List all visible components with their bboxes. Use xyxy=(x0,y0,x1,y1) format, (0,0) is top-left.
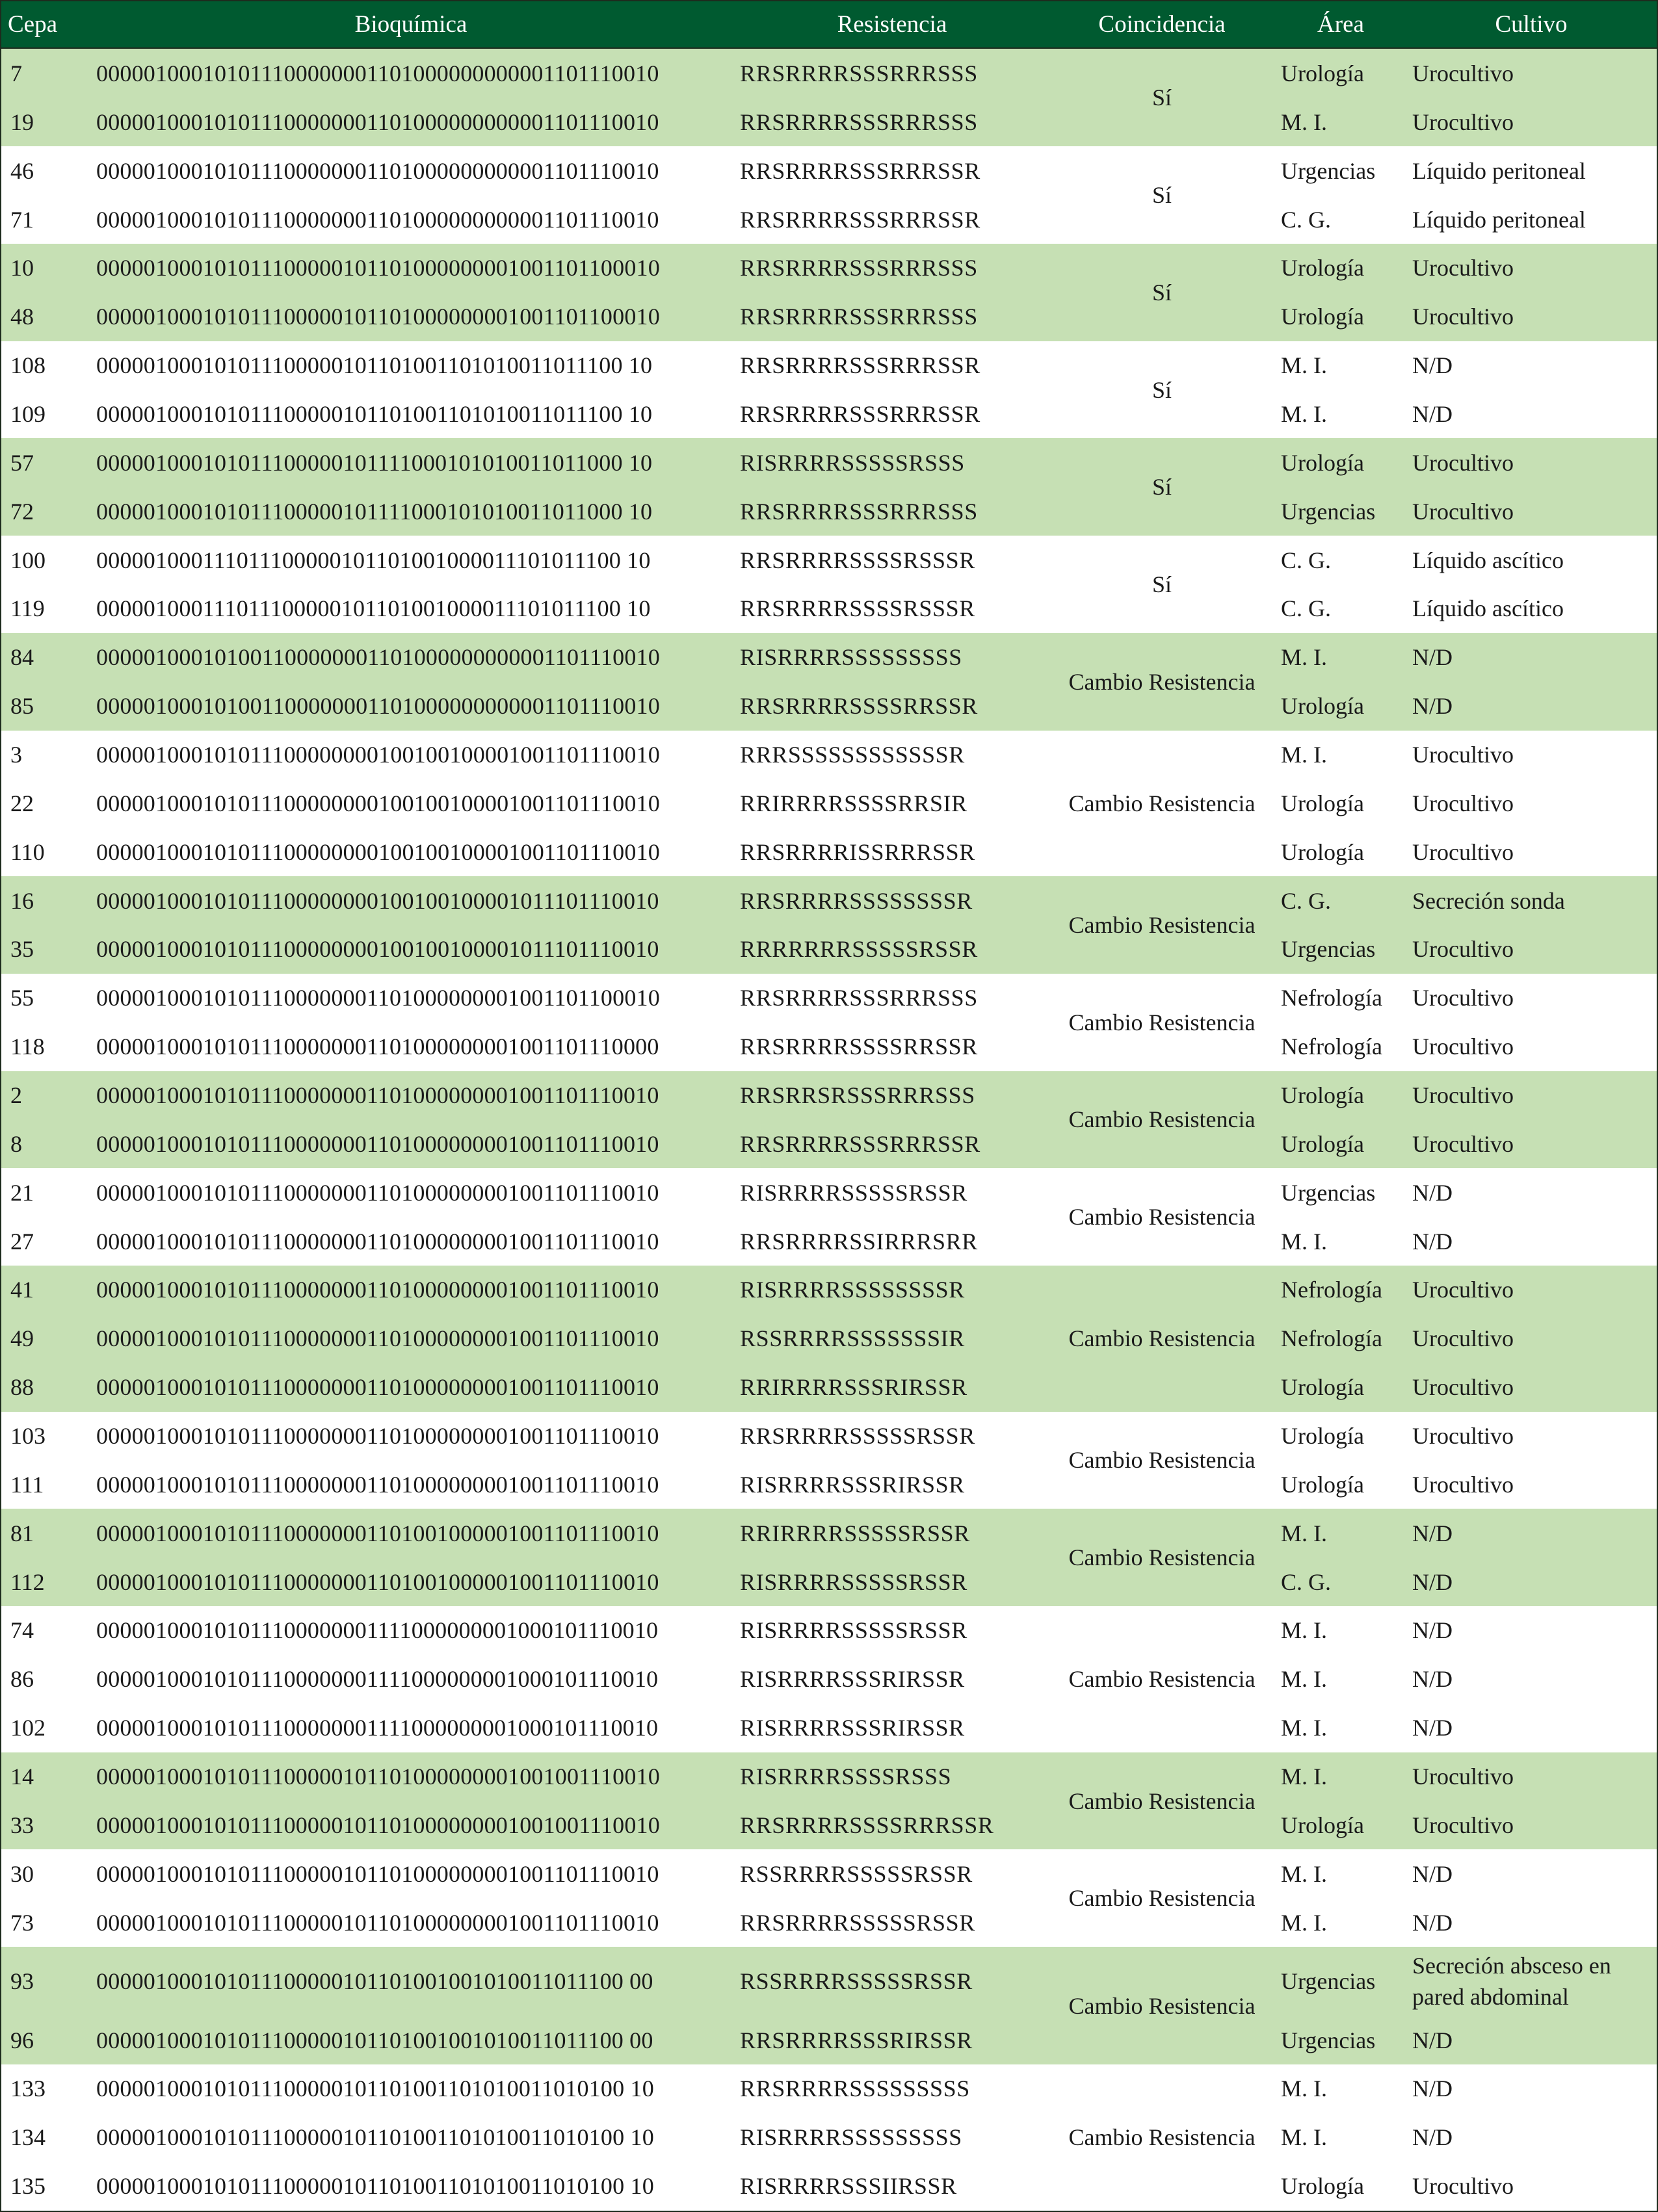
cell-bioquimica: 000001000101011100000101101000000001001101110010 xyxy=(86,1849,736,1898)
cell-cepa: 81 xyxy=(1,1509,86,1557)
table-row xyxy=(1,1119,1657,1168)
cell-area: C. G. xyxy=(1276,536,1406,584)
cell-cultivo: Líquido ascítico xyxy=(1406,584,1657,633)
table-row xyxy=(1,195,1657,244)
table-row xyxy=(1,244,1657,293)
cell-bioquimica: 000001000101011100000001101000000001001101110010 xyxy=(86,1460,736,1509)
cell-cepa: 27 xyxy=(1,1217,86,1266)
cell-area: Urología xyxy=(1276,244,1406,293)
cell-bioquimica: 000001000101011100000000100100100001011101110010 xyxy=(86,876,736,925)
cell-cepa: 133 xyxy=(1,2064,86,2113)
cell-resistencia: RRSRRRRISSRRRSSR xyxy=(736,827,1048,876)
cell-cultivo: N/D xyxy=(1406,1217,1657,1266)
cell-resistencia: RISRRRRSSSSSRSSR xyxy=(736,1557,1048,1606)
cell-bioquimica: 000001000101011100000001101000000000001101110010 xyxy=(86,98,736,146)
cell-cepa: 72 xyxy=(1,487,86,536)
cell-area: M. I. xyxy=(1276,633,1406,682)
table-row xyxy=(1,487,1657,536)
cell-coincidencia: Cambio Resistencia xyxy=(1048,1412,1276,1509)
cell-cepa: 108 xyxy=(1,341,86,390)
cell-coincidencia: Sí xyxy=(1048,341,1276,439)
cell-bioquimica: 000001000101011100000101101000000001001001110010 xyxy=(86,1801,736,1850)
cell-resistencia: RRSRRRRSSSRRRSSR xyxy=(736,195,1048,244)
cell-cultivo: Urocultivo xyxy=(1406,1314,1657,1363)
cell-coincidencia: Cambio Resistencia xyxy=(1048,1509,1276,1606)
table-row xyxy=(1,390,1657,439)
cell-bioquimica: 000001000101011100000101101001101010011010100 10 xyxy=(86,2064,736,2113)
cell-cultivo: Líquido peritoneal xyxy=(1406,146,1657,195)
cell-coincidencia: Cambio Resistencia xyxy=(1048,876,1276,974)
cell-bioquimica: 000001000101001100000001101000000000001101110010 xyxy=(86,682,736,731)
table-row xyxy=(1,925,1657,974)
cell-bioquimica: 000001000101011100000001101000000001001101110000 xyxy=(86,1022,736,1071)
cell-cultivo: N/D xyxy=(1406,1849,1657,1898)
cell-cepa: 71 xyxy=(1,195,86,244)
cell-resistencia: RISRRRRSSSSSRSSR xyxy=(736,1606,1048,1655)
cell-coincidencia: Cambio Resistencia xyxy=(1048,1266,1276,1412)
cell-cultivo: Urocultivo xyxy=(1406,48,1657,98)
cell-bioquimica: 000001000101011100000001101000000000001101110010 xyxy=(86,195,736,244)
cell-area: M. I. xyxy=(1276,1849,1406,1898)
cell-cepa: 48 xyxy=(1,293,86,341)
table-row xyxy=(1,1509,1657,1557)
header-coincidencia: Coincidencia xyxy=(1048,1,1276,48)
cell-resistencia: RRRRRRRSSSSSRSSR xyxy=(736,925,1048,974)
cell-resistencia: RRSRRRRSSSSSRSSR xyxy=(736,1412,1048,1461)
cell-area: Urología xyxy=(1276,293,1406,341)
table-row xyxy=(1,974,1657,1022)
table-row xyxy=(1,293,1657,341)
cell-cepa: 22 xyxy=(1,779,86,827)
cell-bioquimica: 000001000101011100000101101000000001001101100010 xyxy=(86,293,736,341)
cell-cepa: 30 xyxy=(1,1849,86,1898)
cell-resistencia: RRIRRRRSSSRIRSSR xyxy=(736,1363,1048,1412)
cell-cepa: 35 xyxy=(1,925,86,974)
cell-area: C. G. xyxy=(1276,876,1406,925)
cell-area: Urgencias xyxy=(1276,487,1406,536)
cell-cultivo: N/D xyxy=(1406,1509,1657,1557)
cell-cepa: 134 xyxy=(1,2113,86,2162)
cell-cultivo: Urocultivo xyxy=(1406,98,1657,146)
cell-cepa: 93 xyxy=(1,1947,86,2016)
cell-cultivo: Urocultivo xyxy=(1406,1071,1657,1120)
cell-resistencia: RRSRRSRSSSRRRSSS xyxy=(736,1071,1048,1120)
cell-cepa: 88 xyxy=(1,1363,86,1412)
table-row xyxy=(1,146,1657,195)
cell-cultivo: N/D xyxy=(1406,1606,1657,1655)
table-row xyxy=(1,1606,1657,1655)
cell-resistencia: RISRRRRSSSIIRSSR xyxy=(736,2162,1048,2211)
cell-area: Urgencias xyxy=(1276,1947,1406,2016)
cell-cultivo: N/D xyxy=(1406,2113,1657,2162)
cell-cultivo: N/D xyxy=(1406,2016,1657,2064)
cell-cultivo: Urocultivo xyxy=(1406,1119,1657,1168)
cell-bioquimica: 000001000101011100000001101000000000001101110010 xyxy=(86,146,736,195)
cell-resistencia: RRSRRRRSSSRRRSSS xyxy=(736,974,1048,1022)
header-resistencia: Resistencia xyxy=(736,1,1048,48)
cell-area: M. I. xyxy=(1276,1655,1406,1704)
cell-coincidencia: Cambio Resistencia xyxy=(1048,731,1276,877)
cell-resistencia: RISRRRRSSSSSRSSS xyxy=(736,438,1048,487)
cell-bioquimica: 000001000111011100000101101001000011101011100 10 xyxy=(86,536,736,584)
table-row xyxy=(1,1168,1657,1217)
cell-cepa: 100 xyxy=(1,536,86,584)
cell-cepa: 84 xyxy=(1,633,86,682)
cell-cepa: 33 xyxy=(1,1801,86,1850)
cell-area: C. G. xyxy=(1276,584,1406,633)
cell-cultivo: Urocultivo xyxy=(1406,1363,1657,1412)
cell-cepa: 41 xyxy=(1,1266,86,1314)
cell-bioquimica: 000001000101011100000001101000000000001101110010 xyxy=(86,48,736,98)
cell-resistencia: RISRRRRSSSRIRSSR xyxy=(736,1460,1048,1509)
table-row xyxy=(1,1022,1657,1071)
cell-coincidencia: Sí xyxy=(1048,536,1276,633)
cell-bioquimica: 000001000101011100000000100100100001001101110010 xyxy=(86,827,736,876)
table-row xyxy=(1,1412,1657,1461)
table-row xyxy=(1,1704,1657,1752)
cell-cultivo: Urocultivo xyxy=(1406,925,1657,974)
cell-cultivo: Urocultivo xyxy=(1406,779,1657,827)
cell-coincidencia: Cambio Resistencia xyxy=(1048,1606,1276,1752)
cell-cepa: 109 xyxy=(1,390,86,439)
cell-coincidencia: Cambio Resistencia xyxy=(1048,974,1276,1071)
cell-resistencia: RISRRRRSSSSSRSSR xyxy=(736,1168,1048,1217)
cell-area: Urología xyxy=(1276,48,1406,98)
cell-cultivo: N/D xyxy=(1406,1168,1657,1217)
cell-cultivo: Urocultivo xyxy=(1406,731,1657,779)
cell-bioquimica: 000001000101011100000001101000000001001101110010 xyxy=(86,1168,736,1217)
header-bioquimica: Bioquímica xyxy=(86,1,736,48)
cell-area: Urgencias xyxy=(1276,1168,1406,1217)
cell-area: M. I. xyxy=(1276,1606,1406,1655)
cell-cultivo: Urocultivo xyxy=(1406,293,1657,341)
header-row xyxy=(1,1,1657,48)
cell-area: Urología xyxy=(1276,1460,1406,1509)
cell-resistencia: RRSRRRRSSIRRRSRR xyxy=(736,1217,1048,1266)
cell-area: Nefrología xyxy=(1276,974,1406,1022)
table-row xyxy=(1,633,1657,682)
table-row xyxy=(1,2016,1657,2064)
table-row xyxy=(1,682,1657,731)
cell-bioquimica: 000001000101011100000001101000000001001101110010 xyxy=(86,1314,736,1363)
cell-bioquimica: 000001000101011100000101111000101010011011000 10 xyxy=(86,487,736,536)
cell-area: Urología xyxy=(1276,2162,1406,2211)
cell-resistencia: RRRSSSSSSSSSSSSR xyxy=(736,731,1048,779)
table-row xyxy=(1,341,1657,390)
cell-resistencia: RRSRRRRSSSSRRSSR xyxy=(736,682,1048,731)
table-row xyxy=(1,1071,1657,1120)
cell-resistencia: RRSRRRRSSSSRRSSR xyxy=(736,1022,1048,1071)
table-row xyxy=(1,98,1657,146)
cell-cepa: 73 xyxy=(1,1898,86,1947)
cell-bioquimica: 000001000101011100000101101000000001001101110010 xyxy=(86,1898,736,1947)
table-row xyxy=(1,1898,1657,1947)
cell-resistencia: RRSRRRRSSSRRRSSS xyxy=(736,293,1048,341)
table-body xyxy=(1,48,1657,2211)
cell-cultivo: N/D xyxy=(1406,1898,1657,1947)
cell-resistencia: RRIRRRRSSSSSRSSR xyxy=(736,1509,1048,1557)
cell-cepa: 16 xyxy=(1,876,86,925)
cell-cepa: 19 xyxy=(1,98,86,146)
cell-cepa: 74 xyxy=(1,1606,86,1655)
table-row xyxy=(1,1266,1657,1314)
cell-resistencia: RSSRRRRSSSSSRSSR xyxy=(736,1947,1048,2016)
cell-area: Urología xyxy=(1276,779,1406,827)
cell-cepa: 7 xyxy=(1,48,86,98)
cell-area: Urología xyxy=(1276,1412,1406,1461)
table-row xyxy=(1,2064,1657,2113)
table-row xyxy=(1,1947,1657,2016)
cell-cultivo: N/D xyxy=(1406,2064,1657,2113)
cell-area: M. I. xyxy=(1276,1704,1406,1752)
cell-cultivo: Secreción sonda xyxy=(1406,876,1657,925)
cell-coincidencia: Cambio Resistencia xyxy=(1048,1752,1276,1850)
cell-coincidencia: Cambio Resistencia xyxy=(1048,1168,1276,1266)
cell-cepa: 49 xyxy=(1,1314,86,1363)
table-row xyxy=(1,1655,1657,1704)
cell-bioquimica: 000001000101011100000001111000000001000101110010 xyxy=(86,1704,736,1752)
cell-resistencia: RRSRRRRSSSRRRSSS xyxy=(736,48,1048,98)
cell-bioquimica: 000001000101011100000101101000000001001101100010 xyxy=(86,244,736,293)
cell-area: Urología xyxy=(1276,1801,1406,1850)
cell-cultivo: Urocultivo xyxy=(1406,1752,1657,1801)
cell-cepa: 8 xyxy=(1,1119,86,1168)
cell-resistencia: RRSRRRRSSSSRSSSR xyxy=(736,536,1048,584)
table-row xyxy=(1,876,1657,925)
cell-cultivo: N/D xyxy=(1406,682,1657,731)
cell-resistencia: RRSRRRRSSSSRSSSR xyxy=(736,584,1048,633)
cell-area: Urgencias xyxy=(1276,146,1406,195)
cell-bioquimica: 000001000101011100000000100100100001001101110010 xyxy=(86,779,736,827)
cell-resistencia: RSSRRRRSSSSSRSSR xyxy=(736,1849,1048,1898)
cell-area: Nefrología xyxy=(1276,1314,1406,1363)
cell-coincidencia: Cambio Resistencia xyxy=(1048,1071,1276,1169)
table-row xyxy=(1,536,1657,584)
cell-area: M. I. xyxy=(1276,1752,1406,1801)
table-row xyxy=(1,2162,1657,2211)
cell-bioquimica: 000001000101001100000001101000000000001101110010 xyxy=(86,633,736,682)
table-row xyxy=(1,1801,1657,1850)
cell-bioquimica: 000001000101011100000000100100100001011101110010 xyxy=(86,925,736,974)
cell-resistencia: RRIRRRRSSSSRRSIR xyxy=(736,779,1048,827)
cell-cepa: 55 xyxy=(1,974,86,1022)
cell-coincidencia: Sí xyxy=(1048,438,1276,536)
cell-cultivo: Urocultivo xyxy=(1406,974,1657,1022)
cell-area: Urgencias xyxy=(1276,2016,1406,2064)
cell-area: M. I. xyxy=(1276,2113,1406,2162)
cell-bioquimica: 000001000101011100000000100100100001001101110010 xyxy=(86,731,736,779)
cell-coincidencia: Sí xyxy=(1048,244,1276,341)
cell-cepa: 57 xyxy=(1,438,86,487)
cell-area: Urología xyxy=(1276,1071,1406,1120)
table-row xyxy=(1,1557,1657,1606)
table-row xyxy=(1,48,1657,98)
cell-cultivo: Urocultivo xyxy=(1406,827,1657,876)
cell-resistencia: RRSRRRRSSSRRRSSS xyxy=(736,98,1048,146)
table-row xyxy=(1,1460,1657,1509)
cell-area: Urología xyxy=(1276,438,1406,487)
cell-bioquimica: 000001000101011100000001101000000001001101110010 xyxy=(86,1412,736,1461)
cell-area: Nefrología xyxy=(1276,1266,1406,1314)
cell-bioquimica: 000001000101011100000101101001101010011011100 10 xyxy=(86,390,736,439)
cell-resistencia: RRSRRRRSSSSSSSSS xyxy=(736,2064,1048,2113)
cell-cultivo: Urocultivo xyxy=(1406,1801,1657,1850)
cell-cepa: 10 xyxy=(1,244,86,293)
cell-area: M. I. xyxy=(1276,1217,1406,1266)
header-cultivo: Cultivo xyxy=(1406,1,1657,48)
cell-cepa: 118 xyxy=(1,1022,86,1071)
cell-resistencia: RRSRRRRSSSRRRSSR xyxy=(736,1119,1048,1168)
table-row xyxy=(1,731,1657,779)
cell-bioquimica: 000001000111011100000101101001000011101011100 10 xyxy=(86,584,736,633)
cell-cultivo: Urocultivo xyxy=(1406,2162,1657,2211)
cell-bioquimica: 000001000101011100000001111000000001000101110010 xyxy=(86,1606,736,1655)
cell-resistencia: RRSRRRRSSSSRRRSSR xyxy=(736,1801,1048,1850)
table-row xyxy=(1,438,1657,487)
strain-table xyxy=(1,1,1657,2211)
cell-cultivo: Urocultivo xyxy=(1406,1022,1657,1071)
cell-area: Urología xyxy=(1276,682,1406,731)
cell-area: M. I. xyxy=(1276,1898,1406,1947)
cell-cultivo: N/D xyxy=(1406,390,1657,439)
table-row xyxy=(1,1752,1657,1801)
cell-resistencia: RISRRRRSSSRIRSSR xyxy=(736,1655,1048,1704)
cell-cultivo: Urocultivo xyxy=(1406,1266,1657,1314)
cell-bioquimica: 000001000101011100000101101001101010011010100 10 xyxy=(86,2162,736,2211)
cell-coincidencia: Cambio Resistencia xyxy=(1048,2064,1276,2211)
cell-coincidencia: Cambio Resistencia xyxy=(1048,1849,1276,1947)
cell-resistencia: RISRRRRSSSSSSSSR xyxy=(736,1266,1048,1314)
cell-bioquimica: 000001000101011100000101101001101010011011100 10 xyxy=(86,341,736,390)
cell-resistencia: RISRRRRSSSRIRSSR xyxy=(736,1704,1048,1752)
table-row xyxy=(1,584,1657,633)
cell-cultivo: Urocultivo xyxy=(1406,1460,1657,1509)
header-area: Área xyxy=(1276,1,1406,48)
cell-cepa: 96 xyxy=(1,2016,86,2064)
cell-cultivo: N/D xyxy=(1406,633,1657,682)
table-row xyxy=(1,779,1657,827)
cell-coincidencia: Sí xyxy=(1048,146,1276,244)
cell-resistencia: RRSRRRRSSSSSRSSR xyxy=(736,1898,1048,1947)
cell-bioquimica: 000001000101011100000101101001001010011011100 00 xyxy=(86,1947,736,2016)
cell-cultivo: Urocultivo xyxy=(1406,487,1657,536)
cell-cepa: 3 xyxy=(1,731,86,779)
cell-cultivo: N/D xyxy=(1406,341,1657,390)
cell-bioquimica: 000001000101011100000001101000000001001101110010 xyxy=(86,1119,736,1168)
table-row xyxy=(1,1849,1657,1898)
cell-area: M. I. xyxy=(1276,341,1406,390)
cell-resistencia: RRSRRRRSSSRIRSSR xyxy=(736,2016,1048,2064)
cell-bioquimica: 000001000101011100000001111000000001000101110010 xyxy=(86,1655,736,1704)
cell-cepa: 112 xyxy=(1,1557,86,1606)
cell-area: C. G. xyxy=(1276,1557,1406,1606)
cell-bioquimica: 000001000101011100000001101000000001001101100010 xyxy=(86,974,736,1022)
cell-area: Urología xyxy=(1276,827,1406,876)
cell-cepa: 14 xyxy=(1,1752,86,1801)
cell-cepa: 111 xyxy=(1,1460,86,1509)
cell-bioquimica: 000001000101011100000101101001001010011011100 00 xyxy=(86,2016,736,2064)
cell-cultivo: N/D xyxy=(1406,1557,1657,1606)
cell-resistencia: RISRRRRSSSSRSSS xyxy=(736,1752,1048,1801)
cell-bioquimica: 000001000101011100000001101000000001001101110010 xyxy=(86,1266,736,1314)
cell-coincidencia: Cambio Resistencia xyxy=(1048,633,1276,731)
table-row xyxy=(1,1363,1657,1412)
cell-bioquimica: 000001000101011100000001101000000001001101110010 xyxy=(86,1363,736,1412)
cell-cepa: 86 xyxy=(1,1655,86,1704)
cell-bioquimica: 000001000101011100000001101001000001001101110010 xyxy=(86,1509,736,1557)
cell-resistencia: RRSRRRRSSSSSSSSR xyxy=(736,876,1048,925)
cell-resistencia: RRSRRRRSSSRRRSSR xyxy=(736,341,1048,390)
cell-area: M. I. xyxy=(1276,98,1406,146)
cell-cepa: 110 xyxy=(1,827,86,876)
cell-bioquimica: 000001000101011100000101101000000001001001110010 xyxy=(86,1752,736,1801)
cell-cepa: 103 xyxy=(1,1412,86,1461)
cell-area: Urología xyxy=(1276,1119,1406,1168)
cell-area: C. G. xyxy=(1276,195,1406,244)
cell-cultivo: Urocultivo xyxy=(1406,244,1657,293)
cell-area: Urología xyxy=(1276,1363,1406,1412)
cell-bioquimica: 000001000101011100000001101000000001001101110010 xyxy=(86,1071,736,1120)
cell-cultivo: Líquido ascítico xyxy=(1406,536,1657,584)
cell-bioquimica: 000001000101011100000101111000101010011011000 10 xyxy=(86,438,736,487)
cell-cepa: 21 xyxy=(1,1168,86,1217)
cell-resistencia: RRSRRRRSSSRRRSSS xyxy=(736,487,1048,536)
table-row xyxy=(1,2113,1657,2162)
cell-cepa: 46 xyxy=(1,146,86,195)
cell-cultivo: Urocultivo xyxy=(1406,438,1657,487)
cell-bioquimica: 000001000101011100000101101001101010011010100 10 xyxy=(86,2113,736,2162)
cell-cultivo: Líquido peritoneal xyxy=(1406,195,1657,244)
cell-bioquimica: 000001000101011100000001101000000001001101110010 xyxy=(86,1217,736,1266)
cell-cepa: 135 xyxy=(1,2162,86,2211)
cell-cultivo: N/D xyxy=(1406,1655,1657,1704)
cell-cultivo: N/D xyxy=(1406,1704,1657,1752)
cell-resistencia: RRSRRRRSSSRRRSSR xyxy=(736,390,1048,439)
table-row xyxy=(1,1217,1657,1266)
cell-cepa: 2 xyxy=(1,1071,86,1120)
cell-area: M. I. xyxy=(1276,2064,1406,2113)
cell-resistencia: RISRRRRSSSSSSSSS xyxy=(736,2113,1048,2162)
cell-cepa: 119 xyxy=(1,584,86,633)
cell-cepa: 102 xyxy=(1,1704,86,1752)
cell-cultivo: Secreción absceso en pared abdominal xyxy=(1406,1947,1657,2016)
table-row xyxy=(1,827,1657,876)
cell-resistencia: RISRRRRSSSSSSSSS xyxy=(736,633,1048,682)
cell-resistencia: RRSRRRRSSSRRRSSS xyxy=(736,244,1048,293)
cell-bioquimica: 000001000101011100000001101001000001001101110010 xyxy=(86,1557,736,1606)
cell-area: Nefrología xyxy=(1276,1022,1406,1071)
table-row xyxy=(1,1314,1657,1363)
cell-cepa: 85 xyxy=(1,682,86,731)
cell-resistencia: RSSRRRRSSSSSSSIR xyxy=(736,1314,1048,1363)
cell-area: M. I. xyxy=(1276,731,1406,779)
cell-area: M. I. xyxy=(1276,390,1406,439)
cell-resistencia: RRSRRRRSSSRRRSSR xyxy=(736,146,1048,195)
cell-area: M. I. xyxy=(1276,1509,1406,1557)
cell-coincidencia: Sí xyxy=(1048,48,1276,146)
cell-area: Urgencias xyxy=(1276,925,1406,974)
cell-coincidencia: Cambio Resistencia xyxy=(1048,1947,1276,2064)
cell-cultivo: Urocultivo xyxy=(1406,1412,1657,1461)
header-cepa: Cepa xyxy=(1,1,86,48)
